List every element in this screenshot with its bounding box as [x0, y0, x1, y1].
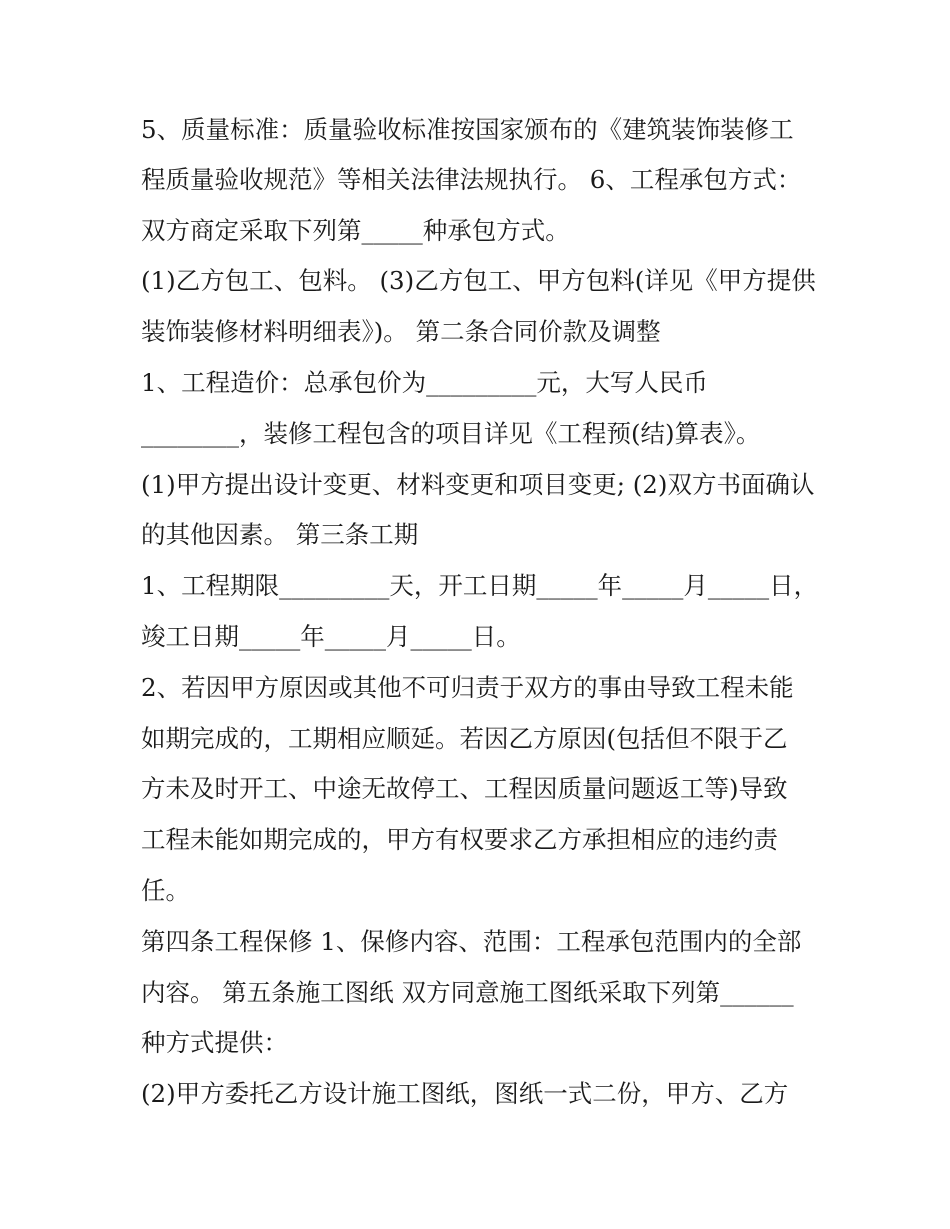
- text-line: 任。: [141, 876, 190, 905]
- text-line: 双方商定采取下列第_____种承包方式。: [141, 216, 570, 245]
- text-line: 如期完成的，工期相应顺延。若因乙方原因(包括但不限于乙: [141, 724, 788, 753]
- text-line: 2、若因甲方原因或其他不可归责于双方的事由导致工程未能: [141, 673, 794, 702]
- text-line: 5、质量标准：质量验收标准按国家颁布的《建筑装饰装修工: [141, 115, 794, 144]
- text-line: 工程未能如期完成的，甲方有权要求乙方承担相应的违约责: [141, 825, 778, 854]
- text-line: 种方式提供：: [141, 1028, 288, 1057]
- text-line: 内容。 第五条施工图纸 双方同意施工图纸采取下列第______: [141, 978, 794, 1007]
- text-line: 1、工程造价：总承包价为_________元，大写人民币: [141, 368, 708, 397]
- text-line: 竣工日期_____年_____月_____日。: [141, 622, 521, 651]
- text-line: 的其他因素。 第三条工期: [141, 520, 419, 549]
- text-line: (2)甲方委托乙方设计施工图纸，图纸一式二份，甲方、乙方: [141, 1079, 789, 1108]
- text-line: 方未及时开工、中途无故停工、工程因质量问题返工等)导致: [141, 774, 788, 803]
- text-line: (1)乙方包工、包料。 (3)乙方包工、甲方包料(详见《甲方提供: [141, 266, 816, 295]
- text-line: 装饰装修材料明细表》)。 第二条合同价款及调整: [141, 317, 661, 346]
- text-line: (1)甲方提出设计变更、材料变更和项目变更; (2)双方书面确认: [141, 470, 815, 499]
- text-line: ________，装修工程包含的项目详见《工程预(结)算表》。: [141, 419, 761, 448]
- text-line: 程质量验收规范》等相关法律法规执行。 6、工程承包方式：: [141, 165, 802, 194]
- text-line: 第四条工程保修 1、保修内容、范围：工程承包范围内的全部: [141, 927, 802, 956]
- text-line: 1、工程期限_________天，开工日期_____年_____月_____日，: [141, 571, 819, 600]
